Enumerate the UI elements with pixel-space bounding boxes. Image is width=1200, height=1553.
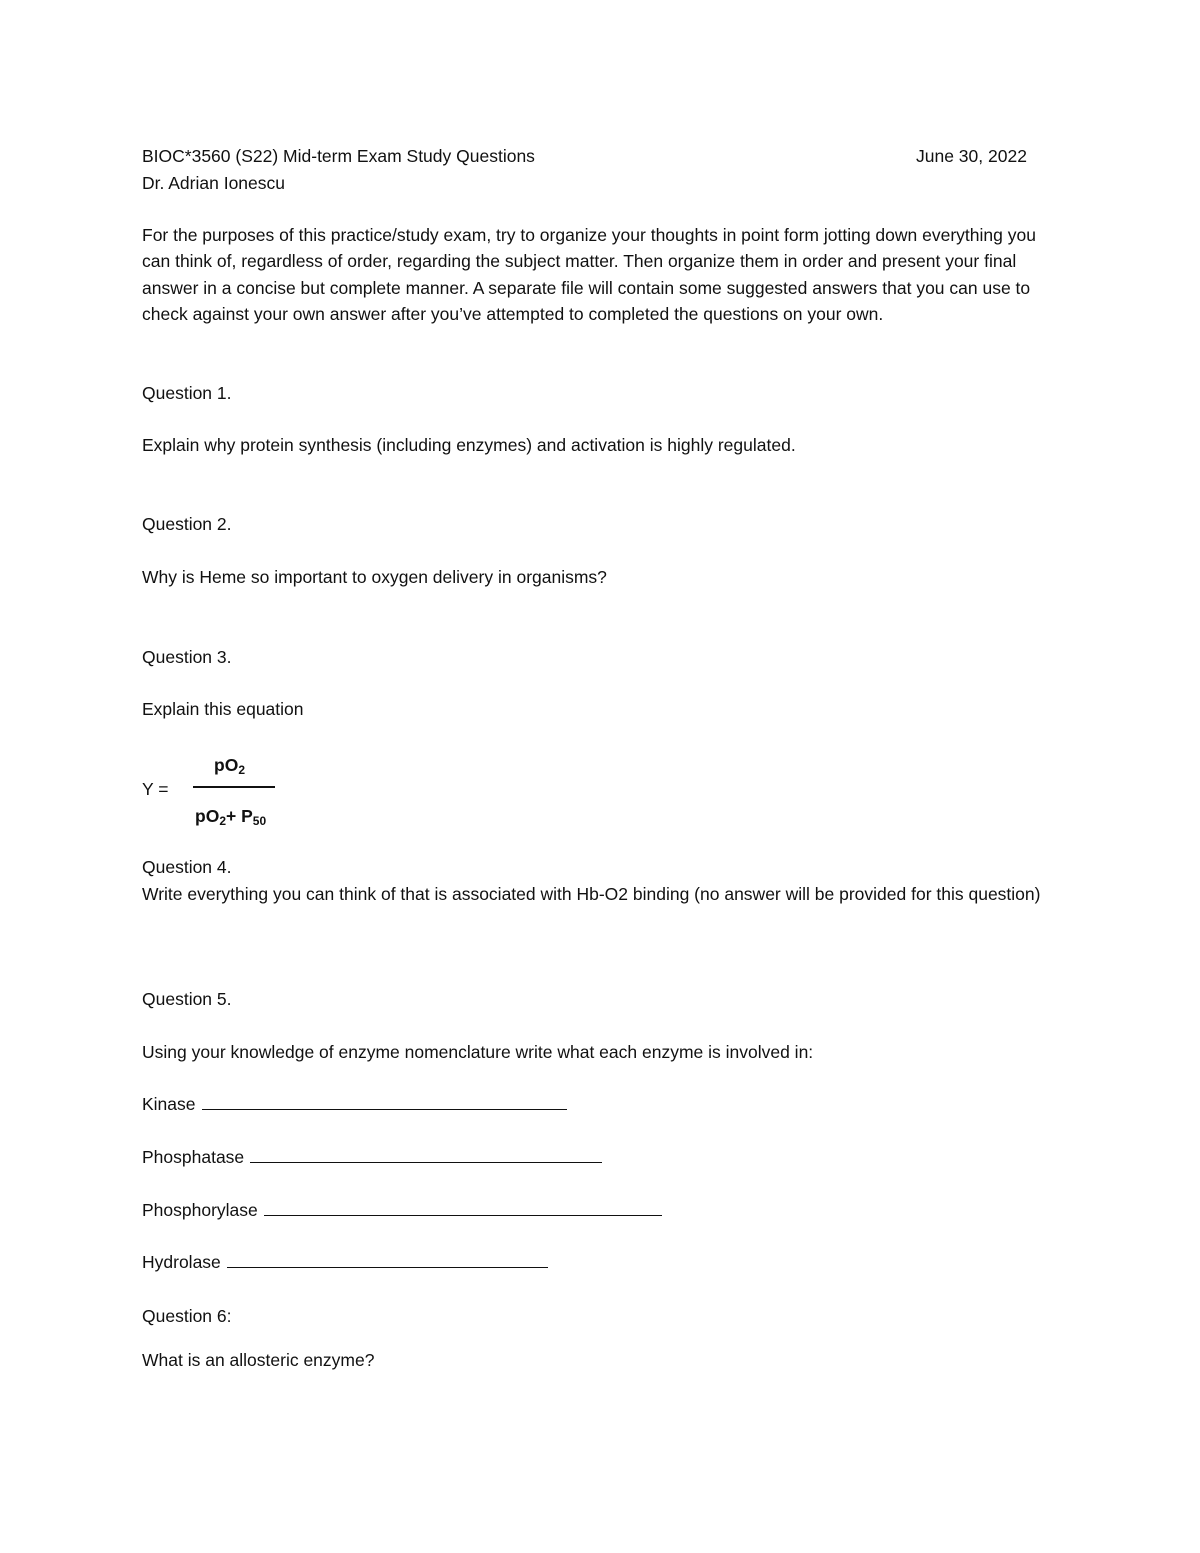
enzyme-label: Hydrolase	[142, 1252, 221, 1272]
question-3-text: Explain this equation	[142, 699, 304, 719]
question-6-text: What is an allosteric enzyme?	[142, 1350, 375, 1370]
enzyme-label: Phosphatase	[142, 1147, 245, 1167]
answer-blank-phosphorylase[interactable]	[264, 1197, 662, 1216]
intro-paragraph: For the purposes of this practice/study exam, try to organize your thoughts in point form jotting down everything you can think of, regardless of order, regarding the subject matter. Then organize them in order and present your final answer in a concise but complete manner. A separate file will contain some suggested answers that you can use to check against your own answer after you’ve attempted to completed the questions on your own.	[142, 225, 1036, 325]
question-6-label: Question 6:	[142, 1306, 232, 1326]
question-5-text: Using your knowledge of enzyme nomenclature write what each enzyme is involved in:	[142, 1042, 814, 1062]
question-4-text: Write everything you can think of that is associated with Hb-O2 binding (no answer will be provided for this question)	[142, 884, 1041, 904]
enzyme-row-kinase	[142, 1091, 567, 1117]
enzyme-label: Phosphorylase	[142, 1200, 258, 1220]
question-1-label: Question 1.	[142, 383, 232, 403]
fraction-bar	[193, 786, 275, 788]
equation-numerator: pO2	[214, 755, 245, 777]
question-2-label: Question 2.	[142, 514, 232, 534]
enzyme-label: Kinase	[142, 1094, 196, 1114]
instructor-name: Dr. Adrian Ionescu	[142, 173, 285, 193]
equation-lhs: Y =	[142, 779, 169, 799]
enzyme-row-phosphatase	[142, 1144, 602, 1170]
answer-blank-hydrolase[interactable]	[227, 1249, 548, 1268]
equation-denominator: pO2+ P50	[195, 806, 267, 828]
question-4-label: Question 4.	[142, 857, 232, 877]
enzyme-row-hydrolase	[142, 1249, 548, 1275]
question-1-text: Explain why protein synthesis (including enzymes) and activation is highly regulated.	[142, 435, 796, 455]
course-title: BIOC*3560 (S22) Mid-term Exam Study Questions	[142, 146, 535, 166]
exam-date: June 30, 2022	[916, 146, 1027, 166]
enzyme-row-phosphorylase	[142, 1197, 662, 1223]
question-5-label: Question 5.	[142, 989, 232, 1009]
answer-blank-kinase[interactable]	[202, 1091, 567, 1110]
question-2-text: Why is Heme so important to oxygen delivery in organisms?	[142, 567, 607, 587]
question-3-label: Question 3.	[142, 647, 232, 667]
answer-blank-phosphatase[interactable]	[250, 1144, 602, 1163]
